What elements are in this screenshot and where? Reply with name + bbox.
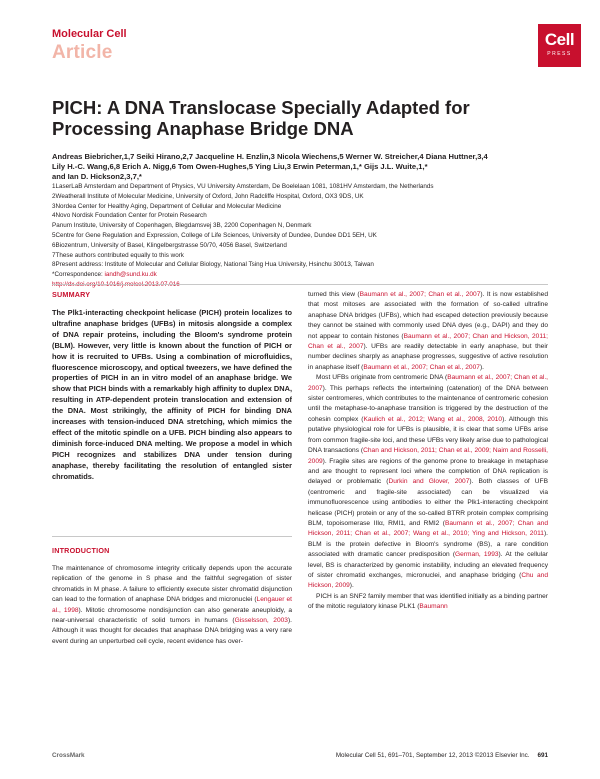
affiliation: Panum Institute, University of Copenhagen, Blegdamsvej 3B, 2200 Copenhagen N, Denmark <box>52 222 312 230</box>
citation-link[interactable]: Baumann <box>419 603 448 611</box>
body-paragraph: Most UFBs originate from centromeric DNA (Baumann et al., 2007; Chan et al., 2007). This perhaps reflects the intertwining (catenation) of the DNA between sister centromeres, which contributes to the maintenance of centromeric cohesion until the metaphase-to-anaphase transition is triggered by the destruction of the cohesin complex (Kaulich et al., 2012; Wang et al., 2008, 2010). Although this putative physiological role for UFBs is plausible, it is clear that some UFBs arise from common fragile-site loci, and these UFBs very likely arise due to pathological DNA transactions (Chan and Hickson, 2011; Chan et al., 2009; Naim and Rosselli, 2009). Fragile sites are regions of the genome prone to breakage in metaphase and are thought to represent loci where the completion of DNA replication is delayed or problematic (Durkin and Glover, 2007). Both classes of UFB (centromeric and fragile-site associated) can be visualized via immunofluorescence using antibodies to either the Plk1-interacting checkpoint helicase (PICH) protein or any of the so-called BTRR protein complex comprising BLM, topoisomerase IIIα, RMI1, and RMI2 (Baumann et al., 2007; Chan and Hickson, 2011; Chan et al., 2007; Wang et al., 2010; Ying and Hickson, 2011). BLM is the protein defective in Bloom's syndrome (BS), a rare condition associated with dramatic cancer predisposition (German, 1993). At the cellular level, BS is characterized by genomic instability, including an elevated frequency of sister chromatid exchanges, micronuclei, and anaphase bridging (Chu and Hickson, 2009). <box>308 374 549 590</box>
correspondence <box>52 270 572 280</box>
crossmark-logo[interactable]: CrossMark <box>52 752 85 759</box>
affiliations <box>52 182 572 290</box>
page-number: 691 <box>537 752 548 759</box>
author-line: and Ian D. Hickson2,3,7,* <box>52 172 142 181</box>
citation-link[interactable]: Baumann et al., 2007; Chan and Hickson, 2011; Chan et al., 2007 <box>308 332 549 351</box>
citation-link[interactable]: Durkin and Glover, 2007 <box>388 478 470 486</box>
cell-press-logo <box>538 24 581 67</box>
divider <box>52 536 292 537</box>
affiliation: 3Nordea Center for Healthy Aging, Department of Cellular and Molecular Medicine <box>52 202 282 210</box>
author-list <box>52 152 552 182</box>
affiliation: 4Novo Nordisk Foundation Center for Protein Research <box>52 212 207 220</box>
citation-link[interactable]: Baumann et al., 2007; Chan et al., 2007 <box>363 363 480 371</box>
introduction-heading: INTRODUCTION <box>52 546 110 555</box>
affiliation: 7These authors contributed equally to this work <box>52 251 184 259</box>
citation-link[interactable]: Lengauer et al., 1998 <box>52 596 292 614</box>
article-type: Article <box>52 42 113 63</box>
citation-link[interactable]: Kaulich et al., 2012; Wang et al., 2008, 2010 <box>363 415 503 423</box>
author-line: Andreas Biebricher,1,7 Seiki Hirano,2,7 Jacqueline H. Enzlin,3 Nicola Wiechens,5 Werner W. Streicher,4 Diana Huttner,3,4 <box>52 152 488 161</box>
doi-link[interactable]: http://dx.doi.org/10.1016/j.molcel.2013.07.016 <box>52 280 180 288</box>
divider <box>52 284 548 285</box>
citation-link[interactable]: German, 1993 <box>455 551 499 559</box>
affiliation: 8Present address: Institute of Molecular and Cellular Biology, National Tsing Hua University, Hsinchu 30013, Taiwan <box>52 261 374 269</box>
body-paragraph: turned this view (Baumann et al., 2007; Chan et al., 2007). It is now established that most mitoses are associated with the formation of so-called ultrafine anaphase DNA bridges (UFBs), which had escaped detection previously because they cannot be stained with commonly used DNA dyes (e.g., DAPI) and they do not appear to contain histones (Baumann et al., 2007; Chan and Hickson, 2011; Chan et al., 2007). UFBs are readily detectable in early anaphase, but their number declines sharply as anaphase progresses, suggestive of active resolution in anaphase itself (Baumann et al., 2007; Chan et al., 2007). <box>308 291 549 371</box>
citation-link[interactable]: Baumann et al., 2007; Chan and Hickson, 2011; Chan et al., 2007; Wang et al., 2010; Ying and Hickson, 2011 <box>308 519 548 538</box>
right-column-text <box>308 290 548 613</box>
author-line: Lily H.-C. Wang,6,8 Erich A. Nigg,6 Tom Owen-Hughes,5 Ying Liu,3 Erwin Peterman,1,* Gijs J.L. Wuite,1,* <box>52 162 428 171</box>
affiliation: 1LaserLaB Amsterdam and Department of Physics, VU University Amsterdam, De Boelelaan 1081, 1081HV Amsterdam, the Netherlands <box>52 183 434 190</box>
summary-text: The Plk1-interacting checkpoint helicase (PICH) protein localizes to ultrafine anaphase bridges (UFBs) in mitosis alongside a complex of DNA repair proteins, including the Bloom's syndrome protein (BLM). However, very little is known about the function of PICH or how it is recruited to UFBs. Using a combination of microfluidics, fluorescence microscopy, and optical tweezers, we have defined the properties of PICH in an in vitro model of an anaphase bridge. We show that PICH binds with a remarkably high affinity to duplex DNA, resulting in ATP-dependent protein translocation and extension of the DNA. Most strikingly, the affinity of PICH for binding DNA increases with tension-induced DNA stretching, which mimics the effect of the mitotic spindle on a UFB. PICH binding also appears to diminish force-induced DNA melting. We propose a model in which PICH recognizes and stabilizes DNA under tension during anaphase, thereby facilitating the resolution of entangled sister chromatids. <box>52 308 292 481</box>
journal-name: Molecular Cell <box>52 28 127 40</box>
correspondence-email-link[interactable]: iandh@sund.ku.dk <box>104 271 157 279</box>
logo-main-text: Cell <box>544 30 575 49</box>
affiliation: 6Biozentrum, University of Basel, Klingelbergstrasse 50/70, 4056 Basel, Switzerland <box>52 241 287 249</box>
footer-citation: Molecular Cell 51, 691–701, September 12, 2013 ©2013 Elsevier Inc. 691 <box>335 752 548 759</box>
citation-link[interactable]: Gisselsson, 2003 <box>234 617 288 625</box>
intro-paragraph: The maintenance of chromosome integrity critically depends upon the accurate replication of the genome in S phase and the faithful segregation of sister chromatids in M phase. A failure to efficiently execute sister chromatid disjunction can lead to the formation of anaphase DNA bridges and micronuclei (Lengauer et al., 1998). Mitotic chromosome nondisjunction can also generate aneuploidy, a near-universal characteristic of solid tumors in humans (Gisselsson, 2003). Although it was thought for decades that anaphase DNA bridging was a very rare event during an unperturbed cell cycle, recent evidence has over- <box>52 565 293 645</box>
citation-link[interactable]: Baumann et al., 2007; Chan et al., 2007 <box>308 374 548 392</box>
affiliation: 2Weatherall Institute of Molecular Medicine, University of Oxford, John Radcliffe Hospital, Oxford, OX3 9DS, UK <box>52 192 364 200</box>
logo-sub-text: PRESS <box>547 51 572 57</box>
citation-link[interactable]: Baumann et al., 2007; Chan et al., 2007 <box>359 291 481 298</box>
affiliation: 5Centre for Gene Regulation and Expression, College of Life Sciences, University of Dundee, Dundee DD1 5EH, UK <box>52 231 377 239</box>
summary-heading: SUMMARY <box>52 290 91 299</box>
page-footer <box>52 750 548 764</box>
body-paragraph: PICH is an SNF2 family member that was identified initially as a binding partner of the mitotic regulatory kinase PLK1 (Baumann <box>308 592 548 611</box>
correspondence-label: *Correspondence: <box>52 271 105 279</box>
introduction-section <box>52 546 292 647</box>
citation-link[interactable]: Chan and Hickson, 2011; Chan et al., 2009; Naim and Rosselli, 2009 <box>308 447 549 465</box>
citation-link[interactable]: Chu and Hickson, 2009 <box>308 571 548 590</box>
article-title: PICH: A DNA Translocase Specially Adapted for Processing Anaphase Bridge DNA <box>52 97 470 139</box>
summary-section <box>52 290 292 483</box>
